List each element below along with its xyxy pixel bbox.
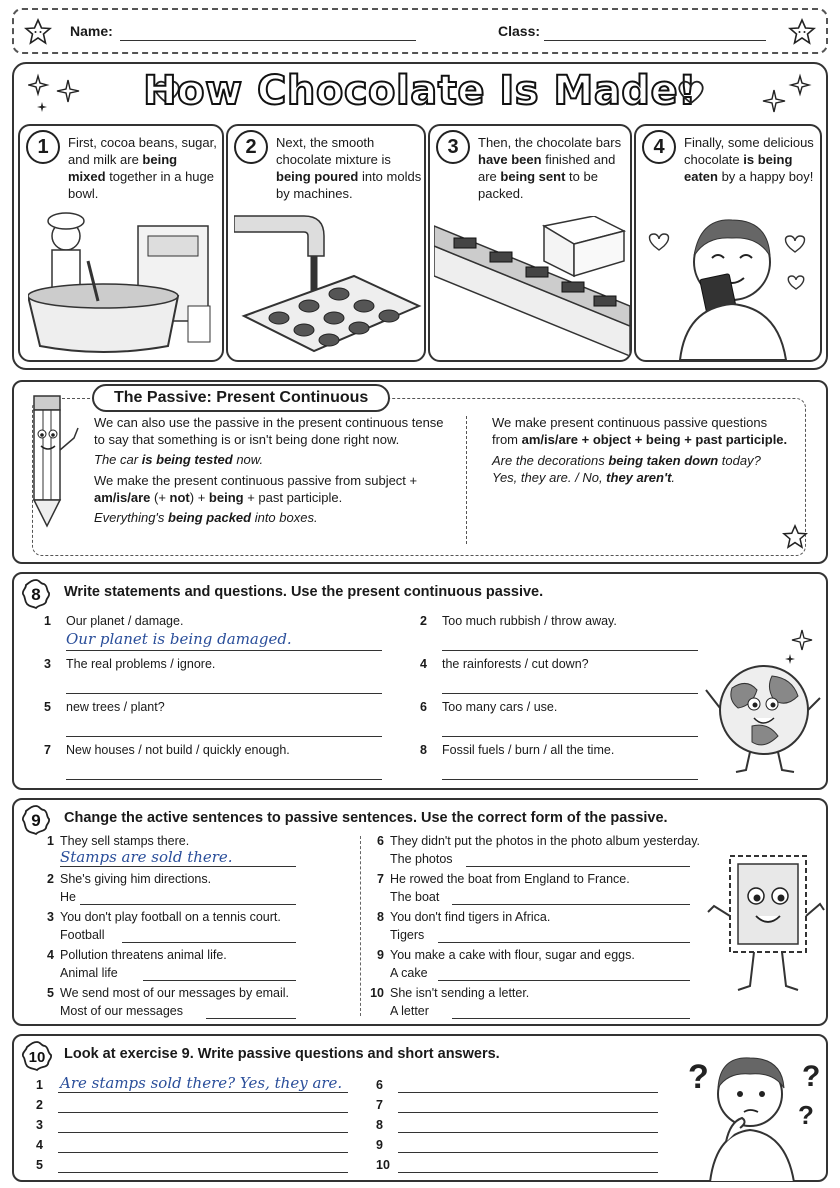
item-start-word: The boat: [390, 890, 440, 904]
class-label: Class:: [498, 23, 541, 39]
grammar-example-3: Are the decorations being taken down today?: [492, 453, 761, 468]
item-number: 3: [36, 1118, 43, 1132]
item-start-word: Football: [60, 928, 105, 942]
answer-line[interactable]: [58, 1172, 348, 1173]
item-prompt: Too many cars / use.: [442, 700, 558, 714]
answer-line[interactable]: [143, 980, 296, 981]
answer-line[interactable]: [398, 1132, 658, 1133]
item-sentence: Pollution threatens animal life.: [60, 948, 227, 962]
panel-text: Then, the chocolate bars have been finished and are being sent to be packed.: [478, 135, 622, 201]
item-number: 4: [36, 1138, 43, 1152]
item-number: 8: [377, 910, 384, 924]
star-icon: [782, 524, 808, 550]
exercise-item: [366, 834, 706, 870]
grammar-left-column: [94, 414, 450, 526]
item-number: 2: [47, 872, 54, 886]
answer-line[interactable]: [442, 779, 698, 780]
exercise-item: [44, 743, 364, 783]
item-number: 8: [420, 743, 427, 757]
exercise-item: [36, 986, 376, 1022]
answer-line[interactable]: [398, 1112, 658, 1113]
grammar-example-1: The car is being tested now.: [94, 452, 264, 467]
answer-line[interactable]: [66, 693, 382, 694]
item-number: 1: [44, 614, 51, 628]
answer-line[interactable]: [206, 1018, 296, 1019]
happy-boy-eating-chocolate-illustration: [640, 196, 820, 360]
answer-row: [36, 1156, 366, 1176]
chocolate-mixing-illustration: [28, 206, 218, 356]
item-number: 6: [377, 834, 384, 848]
sparkle-icon: [752, 72, 812, 116]
item-start-word: He: [60, 890, 76, 904]
item-number: 10: [376, 1158, 390, 1172]
grammar-right-column: [492, 414, 792, 486]
exercise-item: [44, 700, 364, 740]
answer-text: Our planet is being damaged.: [66, 630, 292, 648]
item-number: 10: [370, 986, 384, 1000]
exercise-item: [420, 614, 740, 654]
item-prompt: Too much rubbish / throw away.: [442, 614, 617, 628]
item-start-word: Most of our messages: [60, 1004, 183, 1018]
answer-row: [36, 1116, 366, 1136]
answer-line[interactable]: [58, 1132, 348, 1133]
grammar-divider: [466, 416, 467, 544]
answer-line[interactable]: [58, 1152, 348, 1153]
item-start-word: Animal life: [60, 966, 118, 980]
star-icon: [788, 18, 816, 46]
svg-text:9: 9: [31, 811, 41, 830]
answer-line[interactable]: [452, 1018, 690, 1019]
exercise-10-instruction: Look at exercise 9. Write passive questions and short answers.: [64, 1046, 500, 1062]
answer-line[interactable]: [58, 1112, 348, 1113]
item-number: 6: [420, 700, 427, 714]
answer-line[interactable]: [122, 942, 296, 943]
item-sentence: You make a cake with flour, sugar and eggs.: [390, 948, 635, 962]
name-label: Name:: [70, 23, 113, 39]
item-number: 7: [377, 872, 384, 886]
answer-line[interactable]: [442, 736, 698, 737]
answer-row: [376, 1156, 676, 1176]
item-number: 9: [377, 948, 384, 962]
item-sentence: You don't find tigers in Africa.: [390, 910, 551, 924]
grammar-rule-1: We can also use the passive in the present continuous tense to say that something is or isn't being done right now.: [94, 415, 444, 447]
item-sentence: She isn't sending a letter.: [390, 986, 530, 1000]
answer-line[interactable]: [442, 650, 698, 651]
item-prompt: Our planet / damage.: [66, 614, 184, 628]
exercise-item: [36, 910, 376, 946]
heart-icon: [676, 78, 706, 106]
answer-row: [36, 1096, 366, 1116]
item-sentence: We send most of our messages by email.: [60, 986, 290, 1000]
thinking-boy-icon: [686, 1042, 828, 1182]
item-prompt: New houses / not build / quickly enough.: [66, 743, 290, 757]
panel-number: 1: [26, 130, 60, 164]
exercise-item: [420, 743, 740, 783]
item-number: 3: [44, 657, 51, 671]
item-sentence: They didn't put the photos in the photo album yesterday.: [390, 834, 700, 848]
exercise-item: [366, 948, 706, 984]
answer-row: [376, 1136, 676, 1156]
item-number: 7: [376, 1098, 383, 1112]
item-sentence: He rowed the boat from England to France.: [390, 872, 630, 886]
answer-line[interactable]: [58, 1092, 348, 1093]
answer-row: [376, 1076, 676, 1096]
item-number: 4: [47, 948, 54, 962]
pencil-mascot-icon: [20, 390, 90, 530]
answer-line[interactable]: [398, 1172, 658, 1173]
answer-row: [36, 1076, 366, 1096]
answer-line[interactable]: [66, 736, 382, 737]
item-start-word: A cake: [390, 966, 428, 980]
item-number: 2: [420, 614, 427, 628]
svg-text:8: 8: [31, 585, 41, 604]
exercise-item: [420, 700, 740, 740]
exercise-item: [420, 657, 740, 697]
item-number: 3: [47, 910, 54, 924]
exercise-item: [44, 614, 364, 654]
page-title: How Chocolate Is Made!: [143, 68, 697, 114]
item-prompt: new trees / plant?: [66, 700, 165, 714]
item-sentence: She's giving him directions.: [60, 872, 212, 886]
panel-number: 4: [642, 130, 676, 164]
panel-text: Next, the smooth chocolate mixture is being poured into molds by machines.: [276, 135, 422, 201]
exercise-item: [36, 948, 376, 984]
answer-line[interactable]: [452, 904, 690, 905]
item-start-word: The photos: [390, 852, 453, 866]
panel-number: 2: [234, 130, 268, 164]
stamp-mascot-icon: [704, 846, 826, 1002]
exercise-number-badge: [20, 1040, 54, 1072]
answer-line[interactable]: [398, 1092, 658, 1093]
grammar-box: [12, 380, 828, 564]
exercise-9: [12, 798, 828, 1026]
item-prompt: Fossil fuels / burn / all the time.: [442, 743, 615, 757]
answer-line[interactable]: [80, 904, 296, 905]
answer-row: [376, 1096, 676, 1116]
exercise-8-instruction: Write statements and questions. Use the present continuous passive.: [64, 584, 544, 600]
exercise-9-instruction: Change the active sentences to passive sentences. Use the correct form of the passive.: [64, 810, 668, 826]
exercise-number-badge: [20, 804, 52, 836]
grammar-rule-3: We make present continuous passive questions from am/is/are + object + being + past participle.: [492, 415, 788, 447]
story-panel-1: [18, 124, 224, 362]
svg-text:10: 10: [28, 1049, 46, 1066]
exercise-item: [366, 872, 706, 908]
item-number: 8: [376, 1118, 383, 1132]
exercise-item: [366, 986, 706, 1022]
answer-line[interactable]: [466, 866, 690, 867]
item-sentence: They sell stamps there.: [60, 834, 190, 848]
story-panel-3: [428, 124, 632, 362]
conveyor-belt-illustration: [434, 216, 630, 356]
answer-line[interactable]: [60, 866, 296, 867]
item-number: 1: [47, 834, 54, 848]
item-number: 5: [47, 986, 54, 1000]
panel-number: 3: [436, 130, 470, 164]
item-number: 4: [420, 657, 427, 671]
panel-text: First, cocoa beans, sugar, and milk are being mixed together in a huge bowl.: [68, 135, 217, 201]
item-start-word: Tigers: [390, 928, 425, 942]
answer-line[interactable]: [442, 693, 698, 694]
answer-text: Stamps are sold there.: [60, 848, 233, 866]
grammar-title: The Passive: Present Continuous: [92, 384, 390, 412]
item-start-word: A letter: [390, 1004, 429, 1018]
item-number: 2: [36, 1098, 43, 1112]
answer-row: [36, 1136, 366, 1156]
exercise-8: [12, 572, 828, 790]
chocolate-molds-illustration: [234, 206, 424, 356]
svg-text:?: ?: [688, 1058, 709, 1096]
item-number: 5: [44, 700, 51, 714]
exercise-item: [366, 910, 706, 946]
exercise-10: [12, 1034, 828, 1182]
star-icon: [24, 18, 52, 46]
answer-line[interactable]: [66, 650, 382, 651]
exercise-item: [36, 834, 376, 870]
item-prompt: The real problems / ignore.: [66, 657, 216, 671]
name-field[interactable]: [120, 40, 416, 41]
answer-text: Are stamps sold there? Yes, they are.: [60, 1074, 343, 1092]
grammar-example-4: Yes, they are. / No, they aren't.: [492, 470, 676, 485]
item-number: 9: [376, 1138, 383, 1152]
header-bar: [12, 8, 828, 54]
item-number: 1: [36, 1078, 43, 1092]
answer-line[interactable]: [438, 980, 690, 981]
svg-text:?: ?: [802, 1060, 821, 1093]
answer-line[interactable]: [66, 779, 382, 780]
grammar-rule-2: We make the present continuous passive from subject + am/is/are (+ not) + being + past participle.: [94, 473, 418, 505]
grammar-example-2: Everything's being packed into boxes.: [94, 510, 318, 525]
answer-line[interactable]: [438, 942, 690, 943]
item-sentence: You don't play football on a tennis court.: [60, 910, 281, 924]
item-prompt: the rainforests / cut down?: [442, 657, 589, 671]
answer-line[interactable]: [398, 1152, 658, 1153]
item-number: 6: [376, 1078, 383, 1092]
exercise-number-badge: [20, 578, 52, 610]
story-panel-2: [226, 124, 426, 362]
item-number: 5: [36, 1158, 43, 1172]
exercise-item: [36, 872, 376, 908]
item-number: 7: [44, 743, 51, 757]
class-field[interactable]: [544, 40, 766, 41]
panel-text: Finally, some delicious chocolate is being eaten by a happy boy!: [684, 135, 814, 184]
story-panel-4: [634, 124, 822, 362]
answer-row: [376, 1116, 676, 1136]
exercise-item: [44, 657, 364, 697]
svg-text:?: ?: [798, 1100, 814, 1130]
